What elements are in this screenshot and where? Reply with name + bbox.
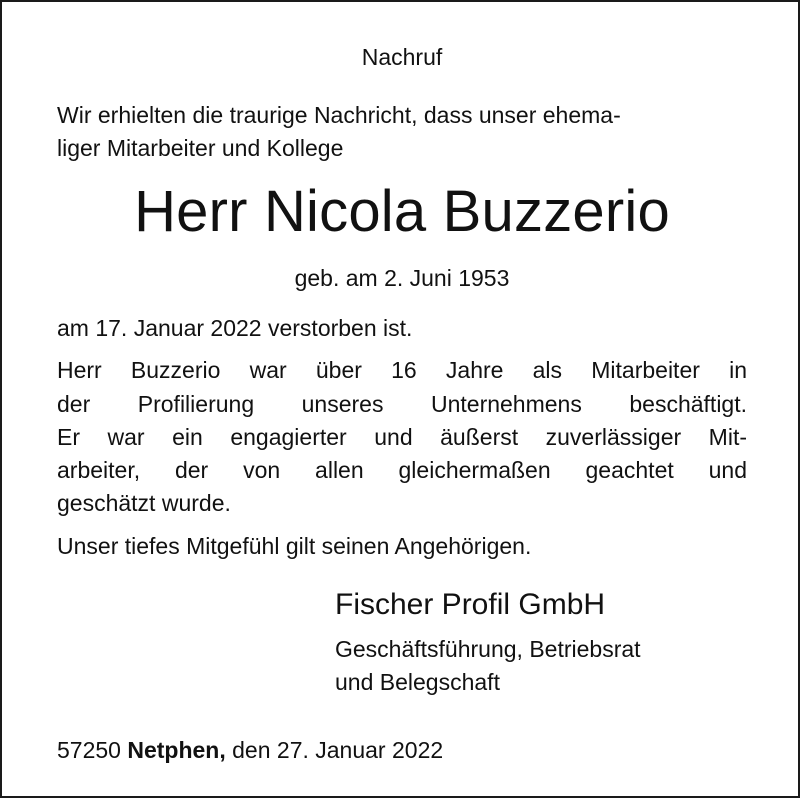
signature-line-1: Geschäftsführung, Betriebsrat	[335, 636, 641, 662]
tribute-line-3: Er war ein engagierter und äußerst zuverlässiger Mit-	[57, 424, 747, 450]
intro-line-1: Wir erhielten die traurige Nachricht, dass unser ehema-	[57, 102, 621, 128]
deceased-name: Herr Nicola Buzzerio	[134, 179, 670, 244]
footer-city: Netphen,	[127, 737, 226, 763]
condolence-line: Unser tiefes Mitgefühl gilt seinen Angehörigen.	[57, 533, 532, 559]
tribute-line-5: geschätzt wurde.	[57, 490, 231, 516]
footer-postal-code: 57250	[57, 737, 121, 763]
birth-date: geb. am 2. Juni 1953	[294, 265, 510, 291]
footer-date: den 27. Januar 2022	[232, 737, 444, 763]
signature-line-2: und Belegschaft	[335, 669, 500, 695]
notice-heading: Nachruf	[361, 44, 443, 70]
tribute-line-1: Herr Buzzerio war über 16 Jahre als Mitarbeiter in	[57, 357, 747, 383]
tribute-line-4: arbeiter, der von allen gleichermaßen geachtet und	[57, 457, 747, 483]
tribute-line-2: der Profilierung unseres Unternehmens beschäftigt.	[57, 391, 747, 417]
intro-line-2: liger Mitarbeiter und Kollege	[57, 135, 344, 161]
death-date-line: am 17. Januar 2022 verstorben ist.	[57, 315, 413, 341]
footer-place-date	[57, 737, 443, 764]
signature-company: Fischer Profil GmbH	[335, 588, 606, 621]
